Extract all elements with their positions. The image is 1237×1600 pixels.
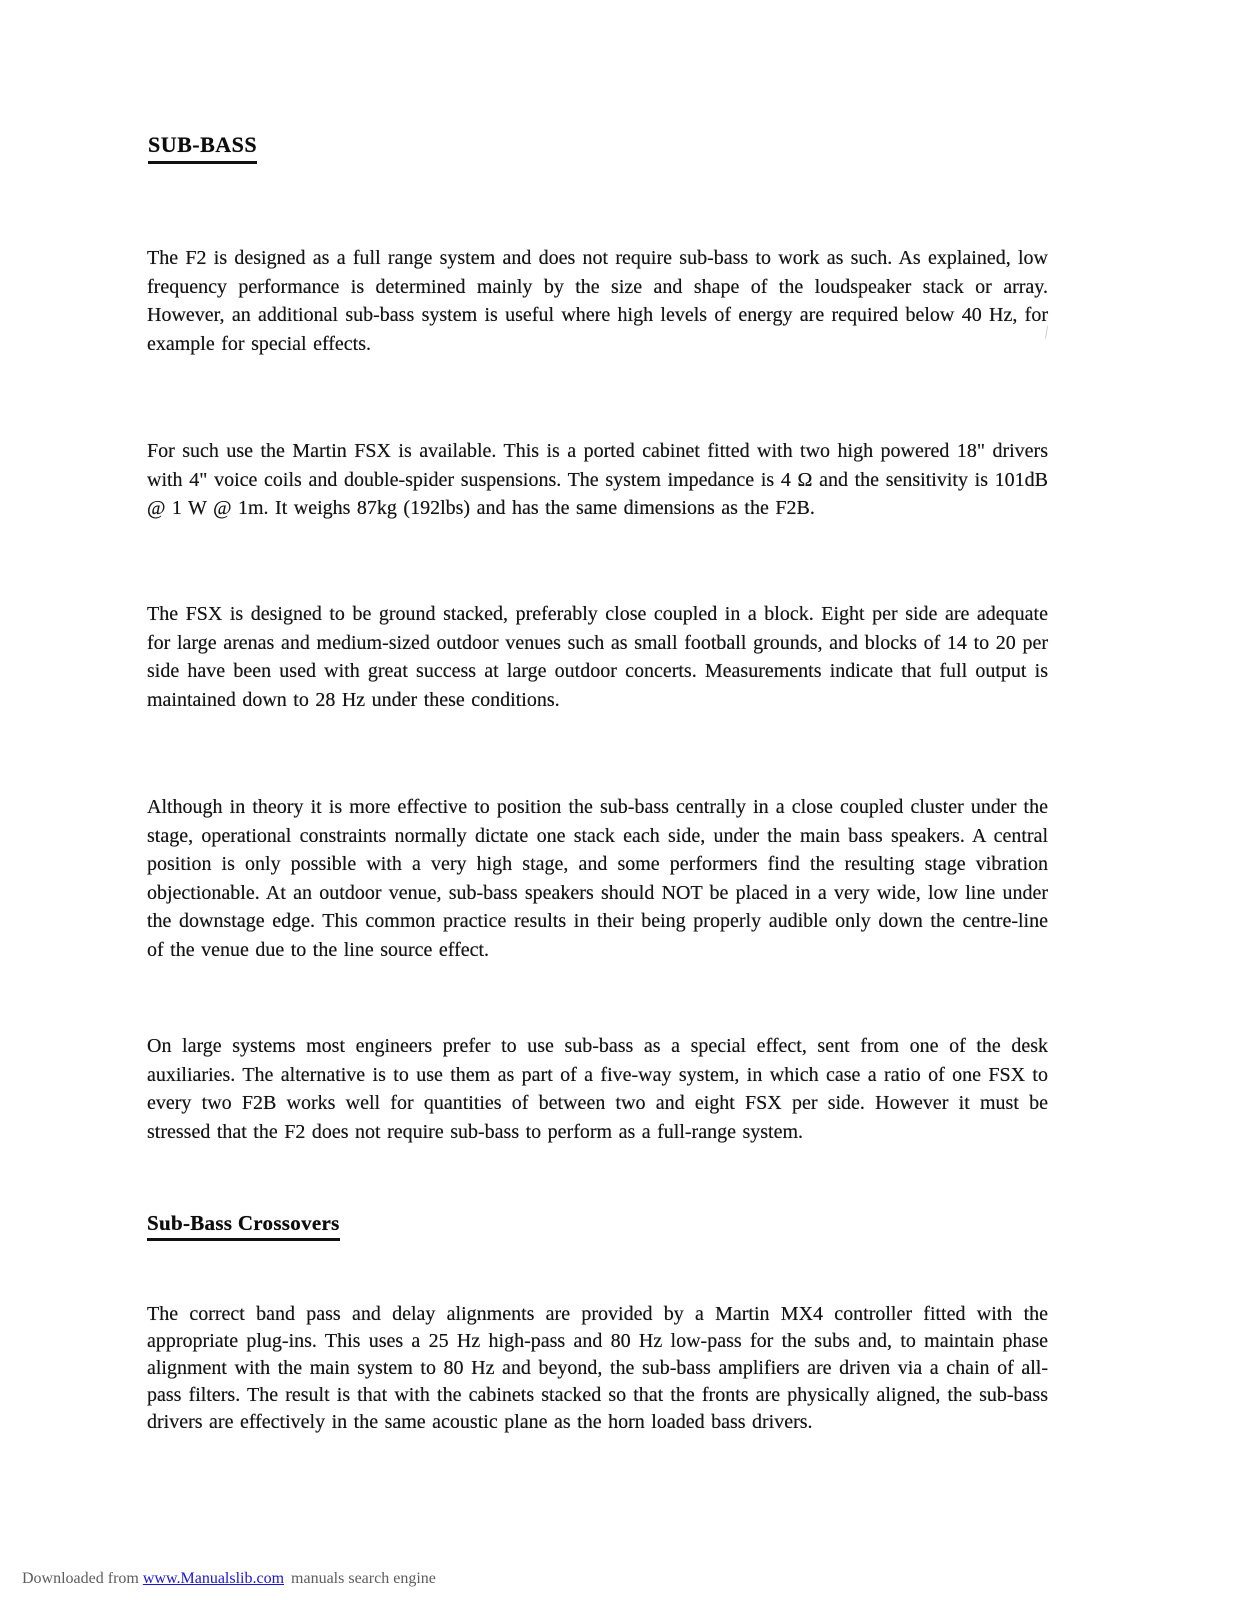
page-title: SUB-BASS [148, 132, 257, 164]
paragraph-fsx-specs: For such use the Martin FSX is available. This is a ported cabinet fitted with two high powered 18" drivers with 4" voice coils and double-spider suspensions. The system impedance is 4 Ω and the sensitivity is 101dB @ 1 W @ 1m. It weighs 87kg (192lbs) and has the same dimensions as the F2B. [147, 440, 1048, 519]
footer [22, 1570, 436, 1588]
paragraph-crossovers: The correct band pass and delay alignments are provided by a Martin MX4 controller fitted with the appropriate plug-ins. This uses a 25 Hz high-pass and 80 Hz low-pass for the subs and, to maintain phase alignment with the main system to 80 Hz and beyond, the sub-bass amplifiers are driven via a chain of all-pass filters. The result is that with the cabinets stacked so that the fronts are physically aligned, the sub-bass drivers are effectively in the same acoustic plane as the horn loaded bass drivers. [147, 1303, 1048, 1433]
manualslib-link[interactable]: www.Manualslib.com [142, 1570, 285, 1587]
paragraph-usage: On large systems most engineers prefer to use sub-bass as a special effect, sent from one of the desk auxiliaries. The alternative is to use them as part of a five-way system, in which case a ratio of one FSX to every two F2B works well for quantities of between two and eight FSX per side. However it must be stressed that the F2 does not require sub-bass to perform as a full-range system. [147, 1035, 1048, 1143]
footer-prefix-text: Downloaded from [22, 1570, 139, 1587]
paragraph-ground-stacking: The FSX is designed to be ground stacked, preferably close coupled in a block. Eight per side are adequate for large arenas and medium-sized outdoor venues such as small football grounds, and blocks of 14 to 20 per side have been used with great success at large outdoor concerts. Measurements indicate that full output is maintained down to 28 Hz under these conditions. [147, 603, 1048, 711]
scan-artifact-mark [1045, 326, 1051, 339]
paragraph-positioning: Although in theory it is more effective to position the sub-bass centrally in a close coupled cluster under the stage, operational constraints normally dictate one stack each side, under the main bass speakers. A central position is only possible with a very high stage, and some performers find the resulting stage vibration objectionable. At an outdoor venue, sub-bass speakers should NOT be placed in a very wide, low line under the downstage edge. This common practice results in their being properly audible only down the centre-line of the venue due to the line source effect. [147, 796, 1048, 961]
footer-suffix-text: manuals search engine [291, 1570, 436, 1587]
paragraph-intro: The F2 is designed as a full range system and does not require sub-bass to work as such. As explained, low frequency performance is determined mainly by the size and shape of the loudspeaker stack or array. However, an additional sub-bass system is useful where high levels of energy are required below 40 Hz, for example for special effects. [147, 247, 1048, 355]
subsection-title: Sub-Bass Crossovers [147, 1211, 340, 1241]
